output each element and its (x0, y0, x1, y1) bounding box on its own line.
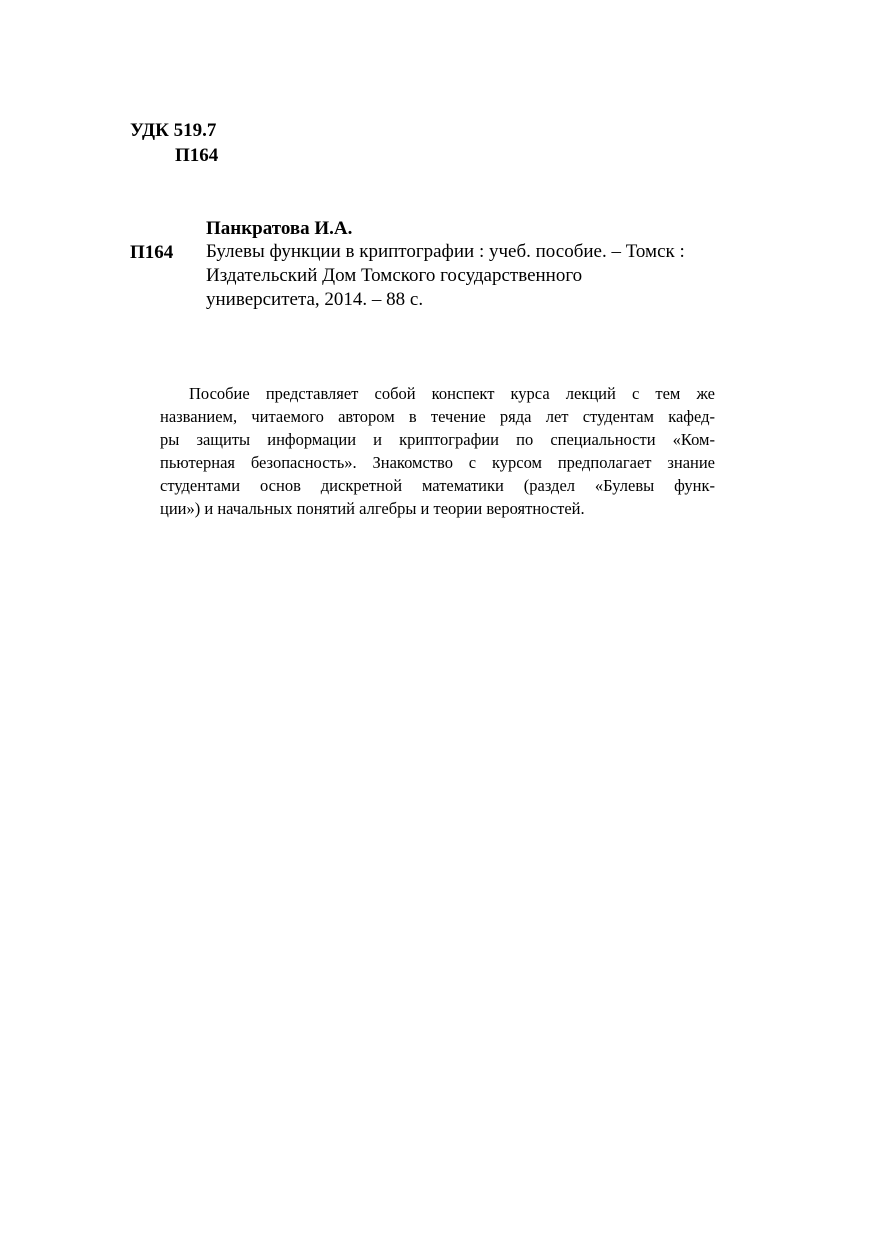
abstract-line: пьютерная безопасность». Знакомство с курсом предполагает знание (160, 453, 715, 472)
bibliographic-description (206, 240, 685, 312)
biblio-line: Издательский Дом Томского государственного (206, 265, 583, 286)
biblio-line: Булевы функции в криптографии : учеб. пособие. – Томск : (206, 241, 685, 262)
catalog-side-code: П164 (130, 242, 174, 263)
abstract-line: ры защиты информации и криптографии по специальности «Ком- (160, 430, 715, 449)
biblio-line: университета, 2014. – 88 с. (206, 289, 424, 310)
abstract-paragraph (160, 382, 715, 520)
abstract-line: Пособие представляет собой конспект курса лекций с тем же (189, 384, 715, 403)
abstract-line: ции») и начальных понятий алгебры и теории вероятностей. (160, 499, 585, 518)
udk-author-code: П164 (175, 145, 219, 166)
author-name: Панкратова И.А. (206, 218, 353, 239)
abstract-line: студентами основ дискретной математики (раздел «Булевы функ- (160, 476, 715, 495)
abstract-line: названием, читаемого автором в течение ряда лет студентам кафед- (160, 407, 715, 426)
udk-label: УДК 519.7 (130, 120, 217, 141)
